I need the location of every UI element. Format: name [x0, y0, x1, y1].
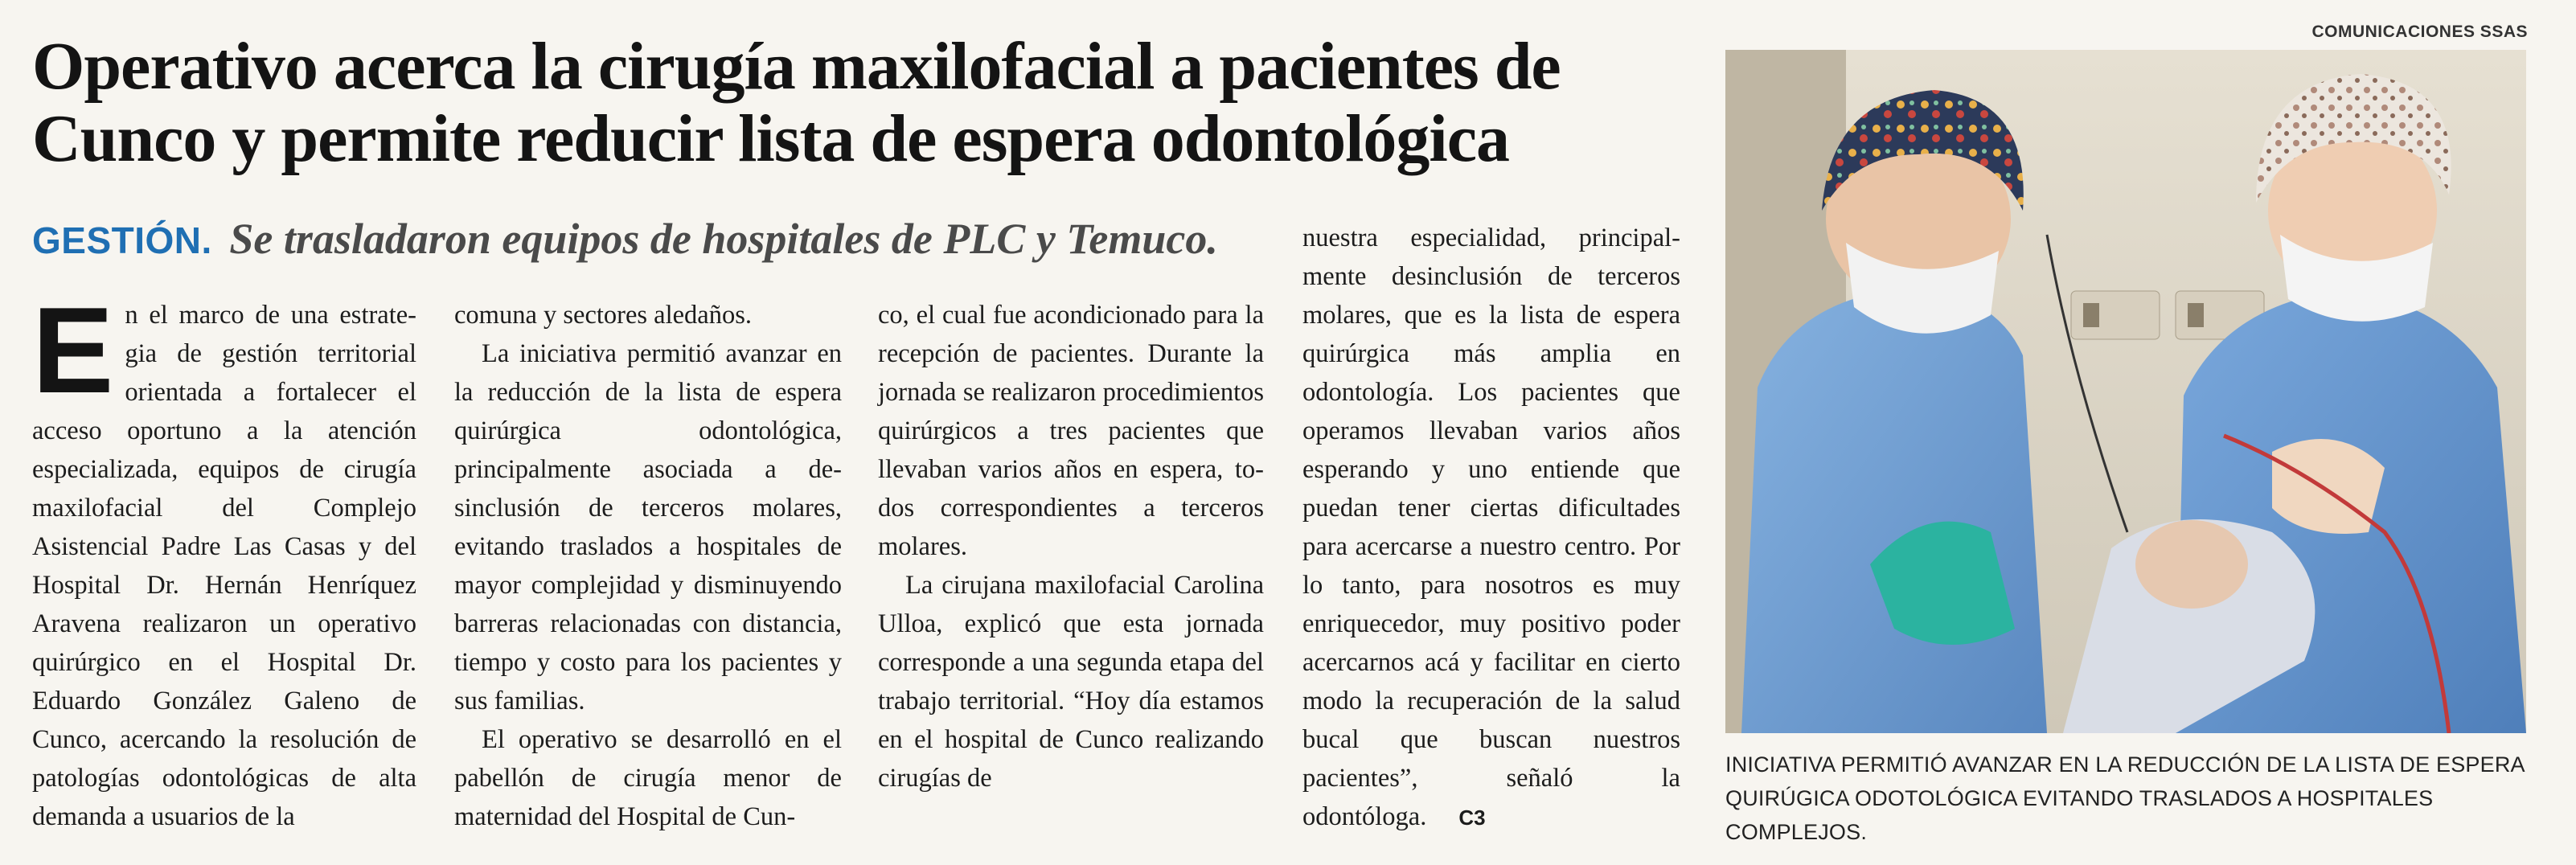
paragraph-1: En el marco de una estrategia de gestión territorial orientada a fortalecer el acceso oportuno a la atención especializada, equipos de cirugía maxilofacial del Complejo Asistencial Padre Las Casas y del Hospital Dr. Hernán Henríquez Aravena realizaron un operativo quirúrgico en el Hospital Dr. Eduardo González Galeno de Cunco, acercando la resolución de patologías odontológicas de alta demanda a usuarios de la	[32, 282, 416, 831]
article-column-1	[32, 282, 416, 836]
dropcap: E	[32, 282, 114, 419]
article-column-4	[1302, 219, 1680, 837]
headline: Operativo acerca la cirugía maxilofacial a pacientes de Cunco y permite reducir lista de espera odontológica	[32, 29, 1561, 176]
paragraph-2: La iniciativa permitió avanzar en la reducción de la lista de espera quirúrgica odontológica, principalmente asociada a desinclusión de terceros molares, evitando traslados a hospitales de mayor complejidad y disminuyendo barreras relacionadas con distancia, tiempo y costo para los pacientes y sus familias.	[454, 339, 842, 715]
kicker	[32, 211, 1286, 269]
surgery-photo	[1725, 50, 2526, 733]
article-column-3	[878, 296, 1264, 797]
paragraph-4: La cirujana maxilofacial Carolina Ulloa, explicó que esta jornada corresponde a una segunda etapa del trabajo territorial. “Hoy día estamos en el hospital de Cunco realizando cirugías de	[878, 571, 1264, 793]
paragraph-4-continued: nuestra especialidad, principalmente desinclusión de terceros molares, que es la lista de espera quirúrgica más amplia en odontología. Los pacientes que operamos llevaban varios años esperando y uno entiende que puedan tener ciertas dificultades para acercarse a nuestro centro. Por lo tanto, para nosotros es muy enriquecedor, muy positivo poder acercarnos acá y facilitar en cierto modo la recuperación de la salud bucal que buscan nuestros pacientes”, señaló la odontóloga. C3	[1302, 223, 1680, 831]
kicker-text: Se trasladaron equipos de hospitales de PLC y Temuco.	[229, 215, 1218, 263]
paragraph-3: El operativo se desarrolló en el pabellón de cirugía menor de maternidad del Hospital de Cun-	[454, 725, 842, 831]
kicker-label: GESTIÓN.	[32, 219, 212, 261]
photo-caption: INICIATIVA PERMITIÓ AVANZAR EN LA REDUCCIÓN DE LA LISTA DE ESPERA QUIRÚGICA ODOTOLÓGICA EVITANDO TRASLADOS A HOSPITALES COMPLEJOS.	[1725, 752, 2525, 844]
photo-credit: COMUNICACIONES SSAS	[2311, 23, 2528, 41]
end-mark: C3	[1458, 806, 1486, 830]
surgery-illustration	[1725, 50, 2526, 733]
paragraph-1-continued: comuna y sectores aledaños.	[454, 301, 753, 330]
paragraph-3-continued: co, el cual fue acondicionado para la recepción de pacientes. Durante la jornada se realizaron procedimientos quirúrgicos a tres pacientes que llevaban varios años en espera, todos correspondientes a terceros molares.	[878, 301, 1264, 561]
article-column-2	[454, 296, 842, 836]
